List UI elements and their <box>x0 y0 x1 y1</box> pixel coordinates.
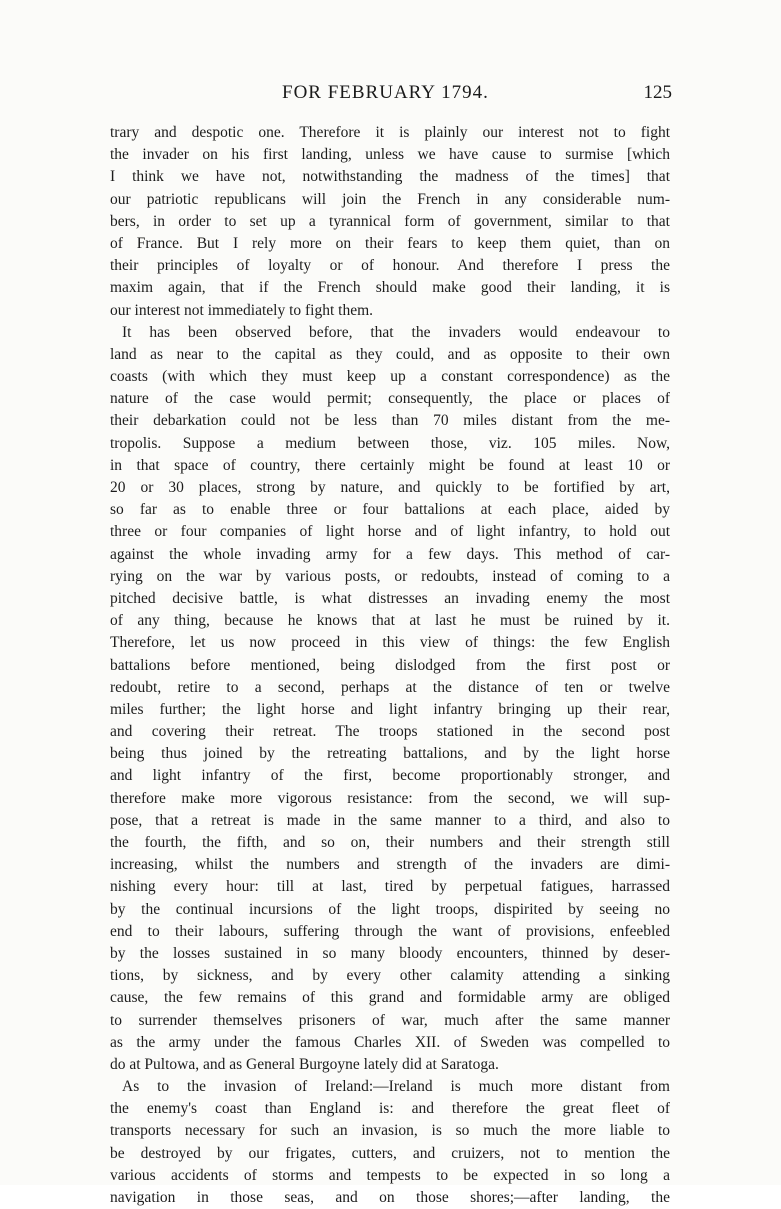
text-line: maxim again, that if the French should make good their landing, it is <box>110 279 670 297</box>
text-line: three or four companies of light horse and of light infantry, to hold out <box>110 523 670 541</box>
text-line: their debarkation could not be less than 70 miles distant from the me- <box>110 412 670 430</box>
text-line: nishing every hour: till at last, tired by perpetual fatigues, harrassed <box>110 878 670 896</box>
text-line: the enemy's coast than England is: and therefore the great fleet of <box>110 1100 670 1118</box>
text-line: battalions before mentioned, being dislodged from the first post or <box>110 656 670 674</box>
text-line: trary and despotic one. Therefore it is plainly our interest not to fight <box>110 124 670 141</box>
text-line: against the whole invading army for a few days. This method of car- <box>110 545 670 563</box>
text-line: 20 or 30 places, strong by nature, and quickly to be fortified by art, <box>110 479 670 496</box>
body-text <box>110 122 670 1209</box>
text-line: coasts (with which they must keep up a constant correspondence) as the <box>110 368 670 386</box>
text-line: increasing, whilst the numbers and strength of the invaders are dimi- <box>110 856 670 874</box>
text-line: our interest not immediately to fight them. <box>110 301 374 319</box>
text-line: the invader on his first landing, unless we have cause to surmise [which <box>110 146 670 164</box>
running-head: FOR FEBRUARY 1794. <box>282 82 489 103</box>
text-line: their principles of loyalty or of honour. And therefore I press the <box>110 257 670 275</box>
text-line: pose, that a retreat is made in the same manner to a third, and also to <box>110 811 670 829</box>
text-line: I think we have not, notwithstanding the madness of the times] that <box>110 168 670 186</box>
text-line: end to their labours, suffering through the want of provisions, enfeebled <box>110 922 670 940</box>
text-line: do at Pultowa, and as General Burgoyne lately did at Saratoga. <box>110 1055 499 1073</box>
text-line: It has been observed before, that the invaders would endeavour to <box>122 323 670 341</box>
text-line: nature of the case would permit; consequently, the place or places of <box>110 390 670 408</box>
text-line: so far as to enable three or four battalions at each place, aided by <box>110 501 670 519</box>
text-line: As to the invasion of Ireland:—Ireland is much more distant from <box>122 1078 670 1096</box>
text-line: various accidents of storms and tempests to be expected in so long a <box>110 1166 670 1184</box>
text-line: of any thing, because he knows that at last he must be ruined by it. <box>110 612 670 630</box>
text-line: navigation in those seas, and on those shores;—after landing, the <box>110 1189 670 1206</box>
text-line: land as near to the capital as they could, and as opposite to their own <box>110 345 670 363</box>
text-line: rying on the war by various posts, or redoubts, instead of coming to a <box>110 567 670 585</box>
text-line: redoubt, retire to a second, perhaps at the distance of ten or twelve <box>110 678 670 696</box>
text-line: therefore make more vigorous resistance: from the second, we will sup- <box>110 789 670 807</box>
text-line: cause, the few remains of this grand and formidable army are obliged <box>110 989 670 1007</box>
text-line: miles further; the light horse and light infantry bringing up their rear, <box>110 700 670 718</box>
text-line: and light infantry of the first, become proportionably stronger, and <box>110 767 670 785</box>
page-header <box>112 82 672 112</box>
text-line: in that space of country, there certainly might be found at least 10 or <box>110 456 670 474</box>
text-line: and covering their retreat. The troops stationed in the second post <box>110 723 670 741</box>
text-line: of France. But I rely more on their fears to keep them quiet, than on <box>110 234 670 252</box>
text-line: tropolis. Suppose a medium between those, viz. 105 miles. Now, <box>110 434 670 452</box>
text-line: pitched decisive battle, is what distresses an invading enemy the most <box>110 589 670 607</box>
text-line: to surrender themselves prisoners of war, much after the same manner <box>110 1011 670 1029</box>
text-line: by the continual incursions of the light troops, dispirited by seeing no <box>110 900 670 918</box>
text-line: the fourth, the fifth, and so on, their numbers and their strength still <box>110 834 670 851</box>
text-line: our patriotic republicans will join the French in any considerable num- <box>110 190 670 208</box>
text-line: be destroyed by our frigates, cutters, and cruizers, not to mention the <box>110 1144 670 1162</box>
text-line: by the losses sustained in so many bloody encounters, thinned by deser- <box>110 944 670 962</box>
page-number: 125 <box>643 82 672 103</box>
text-line: as the army under the famous Charles XII. of Sweden was compelled to <box>110 1033 670 1051</box>
text-line: tions, by sickness, and by every other calamity attending a sinking <box>110 967 670 985</box>
text-line: being thus joined by the retreating battalions, and by the light horse <box>110 745 670 763</box>
text-line: bers, in order to set up a tyrannical form of government, similar to that <box>110 212 670 230</box>
text-line: Therefore, let us now proceed in this view of things: the few English <box>110 634 670 652</box>
text-line: transports necessary for such an invasion, is so much the more liable to <box>110 1122 670 1140</box>
